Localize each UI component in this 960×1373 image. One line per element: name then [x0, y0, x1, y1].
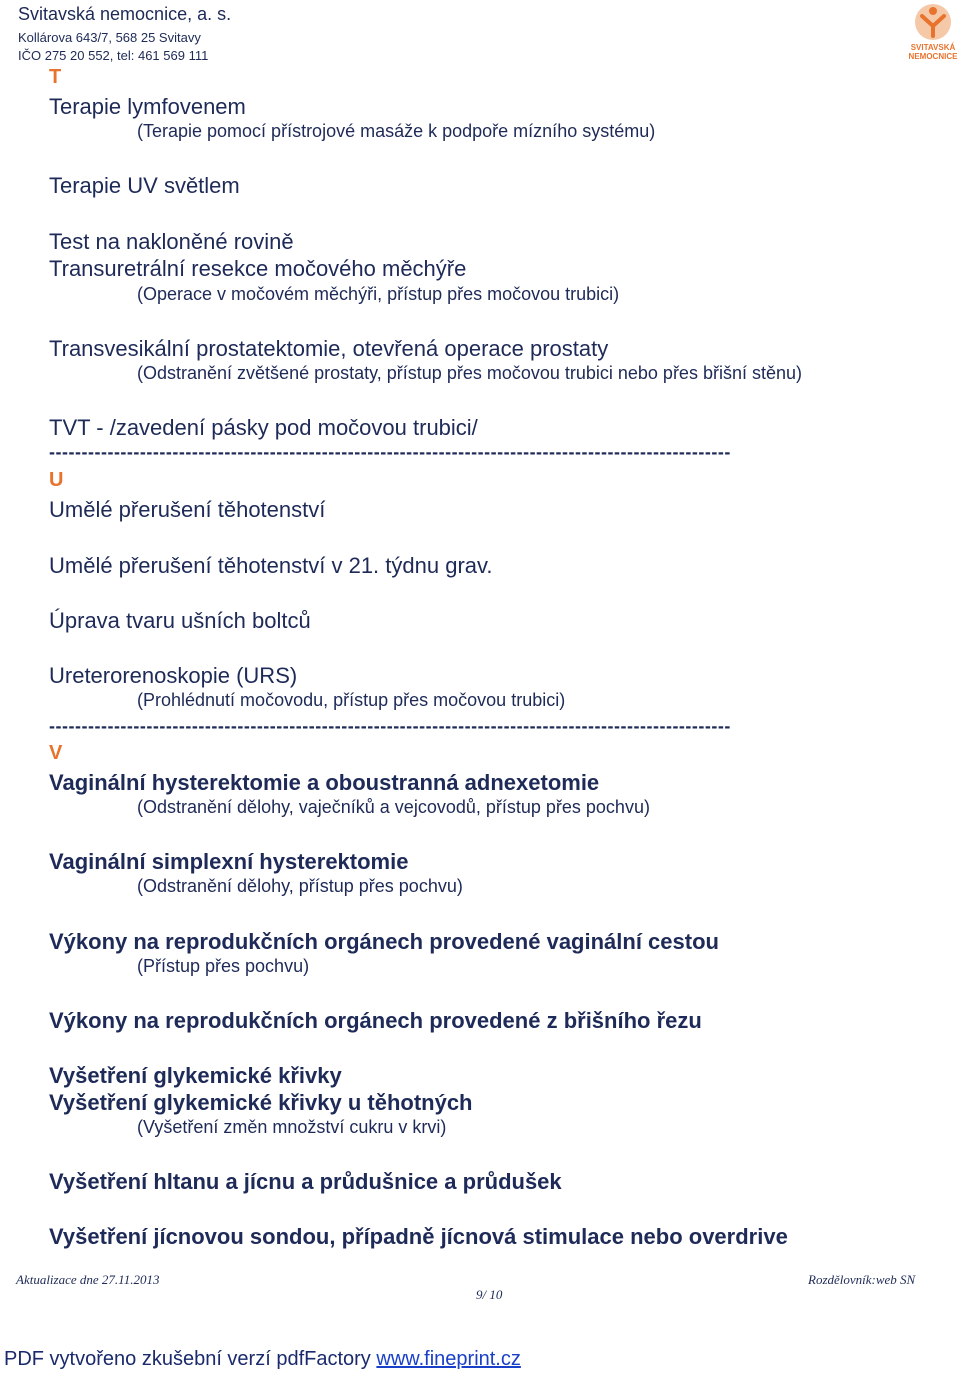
footer-page-number: 9/ 10 [476, 1287, 503, 1302]
term-vysetreni-hltanu: Vyšetření hltanu a jícnu a průdušnice a průdušek [49, 1169, 562, 1194]
svg-text:NEMOCNICE: NEMOCNICE [908, 52, 958, 61]
pdf-trial-note [4, 1348, 521, 1371]
term-test-naklonene-rovine: Test na nakloněné rovině [49, 229, 294, 254]
hospital-logo [908, 2, 958, 66]
term-vykony-brisni: Výkony na reprodukčních orgánech provedené z břišního řezu [49, 1008, 702, 1033]
organization-name: Svitavská nemocnice, a. s. [18, 4, 232, 24]
svg-text:SVITAVSKÁ: SVITAVSKÁ [910, 43, 956, 52]
term-ureterorenoskopie: Ureterorenoskopie (URS) [49, 663, 298, 688]
term-description: (Odstranění zvětšené prostaty, přístup přes močovou trubici nebo přes břišní stěnu) [137, 363, 802, 383]
term-vaginalni-hysterektomie: Vaginální hysterektomie a oboustranná adnexetomie [49, 770, 600, 795]
pdf-trial-text: PDF vytvořeno zkušební verzí pdfFactory [4, 1348, 377, 1370]
term-description: (Přístup přes pochvu) [137, 956, 310, 976]
term-description: (Terapie pomocí přístrojové masáže k podpoře mízního systému) [137, 121, 656, 141]
term-uprava-tvaru-bolcu: Úprava tvaru ušních boltců [49, 608, 311, 633]
organization-ids: IČO 275 20 552, tel: 461 569 111 [18, 48, 209, 63]
term-transuretralni-resekce: Transuretrální resekce močového měchýře [49, 256, 467, 281]
term-transvesikalni-prostatektomie: Transvesikální prostatektomie, otevřená operace prostaty [49, 336, 609, 361]
term-umele-preruseni-21: Umělé přerušení těhotenství v 21. týdnu grav. [49, 553, 493, 578]
footer-distribution: Rozdělovník:web SN [808, 1272, 916, 1287]
organization-address: Kollárova 643/7, 568 25 Svitavy [18, 30, 201, 45]
section-letter-t: T [49, 66, 62, 88]
term-vaginalni-simplexni: Vaginální simplexní hysterektomie [49, 849, 409, 874]
section-letter-v: V [49, 742, 63, 764]
term-vysetreni-jicnovou-sondou: Vyšetření jícnovou sondou, případně jícnová stimulace nebo overdrive [49, 1224, 788, 1249]
section-separator: --------------------------------------------------------------------------------------------------------- [49, 442, 731, 462]
hospital-logo-icon [908, 2, 958, 66]
section-separator: --------------------------------------------------------------------------------------------------------- [49, 716, 731, 736]
term-description: (Odstranění dělohy, přístup přes pochvu) [137, 876, 463, 896]
term-terapie-uv: Terapie UV světlem [49, 173, 240, 198]
term-vykony-vaginalni: Výkony na reprodukčních orgánech provedené vaginální cestou [49, 929, 719, 954]
term-glykemicke-krivky: Vyšetření glykemické křivky [49, 1063, 342, 1088]
term-description: (Vyšetření změn množství cukru v krvi) [137, 1117, 447, 1137]
term-description: (Prohlédnutí močovodu, přístup přes močovou trubici) [137, 690, 566, 710]
fineprint-link[interactable]: www.fineprint.cz [376, 1348, 521, 1370]
term-glykemicke-krivky-tehotnych: Vyšetření glykemické křivky u těhotných [49, 1090, 473, 1115]
section-letter-u: U [49, 469, 64, 491]
term-description: (Operace v močovém měchýři, přístup přes močovou trubici) [137, 284, 620, 304]
term-umele-preruseni: Umělé přerušení těhotenství [49, 497, 326, 522]
term-tvt: TVT - /zavedení pásky pod močovou trubici/ [49, 415, 478, 440]
footer-updated: Aktualizace dne 27.11.2013 [16, 1272, 160, 1287]
term-terapie-lymfovenem: Terapie lymfovenem [49, 94, 246, 119]
term-description: (Odstranění dělohy, vaječníků a vejcovodů, přístup přes pochvu) [137, 797, 650, 817]
